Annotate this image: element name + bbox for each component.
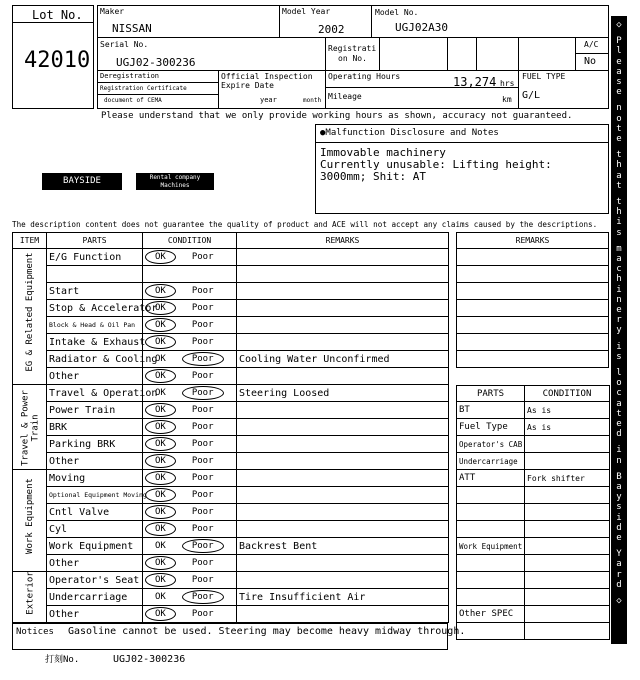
ok-option: OK [145, 284, 176, 298]
serial-label: Serial No. [100, 40, 149, 49]
table-row [457, 470, 610, 487]
ac-value: No [584, 56, 597, 67]
right-part-condition [525, 521, 610, 538]
right-remarks-header: REMARKS [457, 233, 609, 249]
malfunction-title: ●Malfunction Disclosure and Notes [320, 128, 499, 138]
right-remarks-grid [456, 232, 609, 368]
part-name: Work Equipment [47, 538, 143, 555]
condition-cell [143, 606, 237, 623]
header-remarks: REMARKS [237, 233, 449, 249]
right-part-condition [525, 555, 610, 572]
condition-cell [143, 266, 237, 283]
ok-option: OK [145, 488, 176, 502]
poor-option: Poor [191, 456, 214, 466]
table-row [13, 317, 449, 334]
remark [237, 453, 449, 470]
part-name: Cyl [47, 521, 143, 538]
remark [237, 402, 449, 419]
table-row [13, 334, 449, 351]
right-parts-grid [456, 385, 610, 640]
operating-hours-value: 13,274 [453, 75, 497, 89]
malfunction-line: Immovable machinery [320, 146, 446, 159]
table-row [457, 538, 610, 555]
inspection-month: month [303, 97, 322, 104]
ok-option: OK [145, 607, 176, 621]
table-row [13, 266, 449, 283]
side-note-word: Y a r d [616, 549, 622, 590]
right-part-condition: As is [525, 402, 610, 419]
part-name: Block & Head & Oil Pan [47, 317, 143, 334]
part-name: Other [47, 606, 143, 623]
right-part-name [457, 572, 525, 589]
maker-value: NISSAN [112, 22, 152, 35]
mileage-label: Mileage [328, 92, 362, 101]
poor-option: Poor [191, 575, 214, 585]
right-part-name: Other SPEC [457, 606, 525, 623]
registration-label-1: Registrati [328, 44, 377, 53]
side-note-word: n o t e [616, 103, 622, 144]
right-remarks-row [457, 334, 609, 351]
remark [237, 368, 449, 385]
table-row [457, 589, 610, 606]
table-row [13, 300, 449, 317]
part-name: Operator's Seat [47, 572, 143, 589]
remark: Backrest Bent [237, 538, 449, 555]
poor-option: Poor [191, 252, 214, 262]
part-name: Undercarriage [47, 589, 143, 606]
part-name: Other [47, 555, 143, 572]
right-part-condition [525, 453, 610, 470]
ok-option: OK [145, 420, 176, 434]
ok-option: OK [145, 556, 176, 570]
part-name: Cntl Valve [47, 504, 143, 521]
mileage-unit: km [502, 95, 512, 104]
right-part-name: Fuel Type [457, 419, 525, 436]
ok-option: OK [155, 541, 166, 551]
part-name: Other [47, 453, 143, 470]
poor-option: Poor [182, 539, 224, 553]
table-row [13, 351, 449, 368]
table-row [457, 555, 610, 572]
table-row [13, 402, 449, 419]
part-name: Travel & Operation [47, 385, 143, 402]
remark [237, 249, 449, 266]
remark [237, 436, 449, 453]
poor-option: Poor [191, 507, 214, 517]
inspection-label-2: Expire Date [221, 81, 274, 90]
condition-cell [143, 453, 237, 470]
ok-option: OK [155, 592, 166, 602]
ok-option: OK [145, 301, 176, 315]
remark [237, 504, 449, 521]
poor-option: Poor [191, 337, 214, 347]
header-item: ITEM [13, 233, 47, 249]
ok-option: OK [145, 522, 176, 536]
part-name: Optional Equipment Moving [47, 487, 143, 504]
table-row [13, 504, 449, 521]
inspection-year: year [260, 96, 277, 104]
condition-cell [143, 283, 237, 300]
group-label: Travel & Power Train [20, 389, 40, 466]
header-condition: CONDITION [143, 233, 237, 249]
poor-option: Poor [191, 371, 214, 381]
table-row [13, 368, 449, 385]
right-remarks-row [457, 300, 609, 317]
right-remarks-row [457, 317, 609, 334]
condition-cell [143, 385, 237, 402]
condition-cell [143, 538, 237, 555]
poor-option: Poor [191, 303, 214, 313]
table-row [13, 436, 449, 453]
right-part-name [457, 487, 525, 504]
poor-option: Poor [191, 286, 214, 296]
table-row [13, 555, 449, 572]
condition-cell [143, 419, 237, 436]
table-row [457, 572, 610, 589]
condition-cell [143, 317, 237, 334]
ac-label: A/C [584, 40, 599, 49]
ok-option: OK [145, 369, 176, 383]
condition-cell [143, 368, 237, 385]
table-row [13, 487, 449, 504]
condition-cell [143, 351, 237, 368]
right-part-name [457, 504, 525, 521]
right-part-name: BT [457, 402, 525, 419]
table-row [13, 572, 449, 589]
condition-cell [143, 249, 237, 266]
condition-cell [143, 487, 237, 504]
table-row [457, 402, 610, 419]
poor-option: Poor [191, 405, 214, 415]
condition-cell [143, 300, 237, 317]
part-name: Power Train [47, 402, 143, 419]
remark [237, 317, 449, 334]
table-row [457, 606, 610, 623]
condition-cell [143, 555, 237, 572]
model-year-label: Model Year [282, 7, 331, 16]
table-row [13, 470, 449, 487]
lot-label: Lot No. [32, 8, 83, 22]
side-note-word: m a c h i n e r y [616, 243, 622, 336]
operating-hours-unit: hrs [500, 79, 515, 88]
ok-option: OK [145, 471, 176, 485]
rental-label-2: Machines [160, 182, 190, 189]
condition-cell [143, 470, 237, 487]
poor-option: Poor [182, 590, 224, 604]
diamond-icon: ◇ [616, 20, 622, 30]
right-part-name [457, 589, 525, 606]
poor-option: Poor [191, 422, 214, 432]
right-part-condition [525, 436, 610, 453]
rental-label-1: Rental company [149, 174, 201, 181]
lot-number: 42010 [24, 48, 91, 73]
right-part-name [457, 521, 525, 538]
remark: Tire Insufficient Air [237, 589, 449, 606]
side-note-word: t h a t [616, 150, 622, 191]
right-part-condition [525, 487, 610, 504]
header-parts: PARTS [47, 233, 143, 249]
remark [237, 555, 449, 572]
table-row [457, 521, 610, 538]
bayside-label: BAYSIDE [63, 176, 101, 186]
right-part-condition [525, 538, 610, 555]
table-row [13, 589, 449, 606]
ok-option: OK [145, 454, 176, 468]
ok-option: OK [145, 318, 176, 332]
table-row [13, 249, 449, 266]
part-name: E/G Function [47, 249, 143, 266]
remark [237, 487, 449, 504]
table-row [457, 504, 610, 521]
side-note-word: i n [616, 445, 622, 466]
table-row [457, 623, 610, 640]
group-label: Exterior [25, 570, 35, 615]
ok-option: OK [145, 437, 176, 451]
condition-cell [143, 521, 237, 538]
right-remarks-row [457, 266, 609, 283]
condition-cell [143, 334, 237, 351]
part-name: Other [47, 368, 143, 385]
poor-option: Poor [191, 490, 214, 500]
remark [237, 419, 449, 436]
table-row [457, 487, 610, 504]
table-row [457, 419, 610, 436]
stamp-label: 打刻No. [45, 655, 80, 665]
condition-cell [143, 402, 237, 419]
side-note-word: l o c a t e d [616, 368, 622, 440]
ok-option: OK [155, 388, 166, 398]
ok-option: OK [145, 403, 176, 417]
poor-option: Poor [191, 439, 214, 449]
group-label: EG & Related Equipment [25, 252, 35, 372]
remark [237, 606, 449, 623]
condition-grid [12, 232, 449, 623]
right-remarks-row [457, 351, 609, 368]
part-name: BRK [47, 419, 143, 436]
table-row [13, 283, 449, 300]
hours-note: Please understand that we only provide working hours as shown, accuracy not guaranteed. [101, 111, 573, 121]
side-note-word: t h i s [616, 197, 622, 238]
inspection-label-1: Official Inspection [221, 72, 313, 81]
poor-option: Poor [191, 558, 214, 568]
notices-label: Notices [16, 627, 54, 637]
right-remarks-row [457, 283, 609, 300]
right-part-condition: As is [525, 419, 610, 436]
table-row [13, 606, 449, 623]
right-part-condition [525, 589, 610, 606]
group-label: Work Equipment [25, 478, 35, 554]
right-part-condition [525, 504, 610, 521]
poor-option: Poor [191, 609, 214, 619]
right-part-name: Work Equipment [457, 538, 525, 555]
poor-option: Poor [191, 320, 214, 330]
table-row [13, 385, 449, 402]
right-part-name [457, 555, 525, 572]
part-name: Intake & Exhaust [47, 334, 143, 351]
model-no-value: UGJ02A30 [395, 21, 448, 34]
remark [237, 572, 449, 589]
part-name: Radiator & Cooling [47, 351, 143, 368]
remark [237, 334, 449, 351]
stamp-value: UGJ02-300236 [113, 654, 186, 665]
right-part-name: ATT [457, 470, 525, 487]
ok-option: OK [145, 505, 176, 519]
ok-option: OK [145, 335, 176, 349]
remark [237, 521, 449, 538]
right-part-condition [525, 572, 610, 589]
rental-machines-button[interactable] [136, 173, 214, 190]
remark [237, 300, 449, 317]
deregistration-sub-1: Registration Certificate [100, 85, 187, 92]
malfunction-line: Currently unusable: Lifting height: [320, 158, 552, 171]
group-label-cell [13, 470, 47, 572]
part-name [47, 266, 143, 283]
part-name: Moving [47, 470, 143, 487]
right-header-condition: CONDITION [525, 386, 610, 402]
fuel-type-label: FUEL TYPE [522, 72, 566, 81]
remark [237, 470, 449, 487]
condition-cell [143, 504, 237, 521]
right-part-name: Undercarriage [457, 453, 525, 470]
table-row [13, 419, 449, 436]
fuel-type-value: G/L [522, 90, 541, 101]
malfunction-line: 3000mm; Shit: AT [320, 170, 426, 183]
model-no-label: Model No. [375, 8, 419, 17]
maker-label: Maker [100, 7, 125, 16]
side-note-word: B a y s i d e [616, 471, 622, 544]
poor-option: Poor [191, 473, 214, 483]
disclaimer: The description content does not guarantee the quality of product and ACE will not accept any claims caused by the descriptions. [12, 220, 598, 229]
poor-option: Poor [182, 352, 224, 366]
ok-option: OK [155, 354, 166, 364]
remark: Steering Loosed [237, 385, 449, 402]
part-name: Start [47, 283, 143, 300]
side-note-word: i s [616, 341, 622, 362]
right-remarks-row [457, 249, 609, 266]
remark: Cooling Water Unconfirmed [237, 351, 449, 368]
ok-option: OK [145, 573, 176, 587]
right-header-parts: PARTS [457, 386, 525, 402]
registration-label-2: on No. [338, 54, 367, 63]
table-row [13, 521, 449, 538]
deregistration-label: Deregistration [100, 72, 160, 80]
part-name: Stop & Accelerator [47, 300, 143, 317]
serial-value: UGJ02-300236 [116, 56, 196, 69]
right-part-name: Operator's CAB [457, 436, 525, 453]
right-part-name [457, 623, 525, 640]
notices-text: Gasoline cannot be used. Steering may become heavy midway through. [68, 626, 466, 637]
table-row [13, 453, 449, 470]
group-label-cell [13, 249, 47, 385]
bayside-button[interactable] [42, 173, 122, 190]
group-label-cell [13, 572, 47, 623]
condition-cell [143, 572, 237, 589]
poor-option: Poor [182, 386, 224, 400]
right-part-condition [525, 623, 610, 640]
side-note-bar [611, 16, 627, 644]
table-row [457, 436, 610, 453]
ok-option: OK [145, 250, 176, 264]
right-part-condition: Fork shifter [525, 470, 610, 487]
diamond-icon: ◇ [616, 596, 622, 606]
group-label-cell [13, 385, 47, 470]
remark [237, 266, 449, 283]
poor-option: Poor [191, 524, 214, 534]
condition-cell [143, 589, 237, 606]
part-name: Parking BRK [47, 436, 143, 453]
model-year-value: 2002 [318, 23, 345, 36]
deregistration-sub-2: document of CEMA [104, 97, 162, 104]
right-part-condition [525, 606, 610, 623]
side-note-word: P l e a s e [616, 36, 622, 98]
operating-hours-label: Operating Hours [328, 72, 401, 81]
table-row [457, 453, 610, 470]
remark [237, 283, 449, 300]
table-row [13, 538, 449, 555]
condition-cell [143, 436, 237, 453]
